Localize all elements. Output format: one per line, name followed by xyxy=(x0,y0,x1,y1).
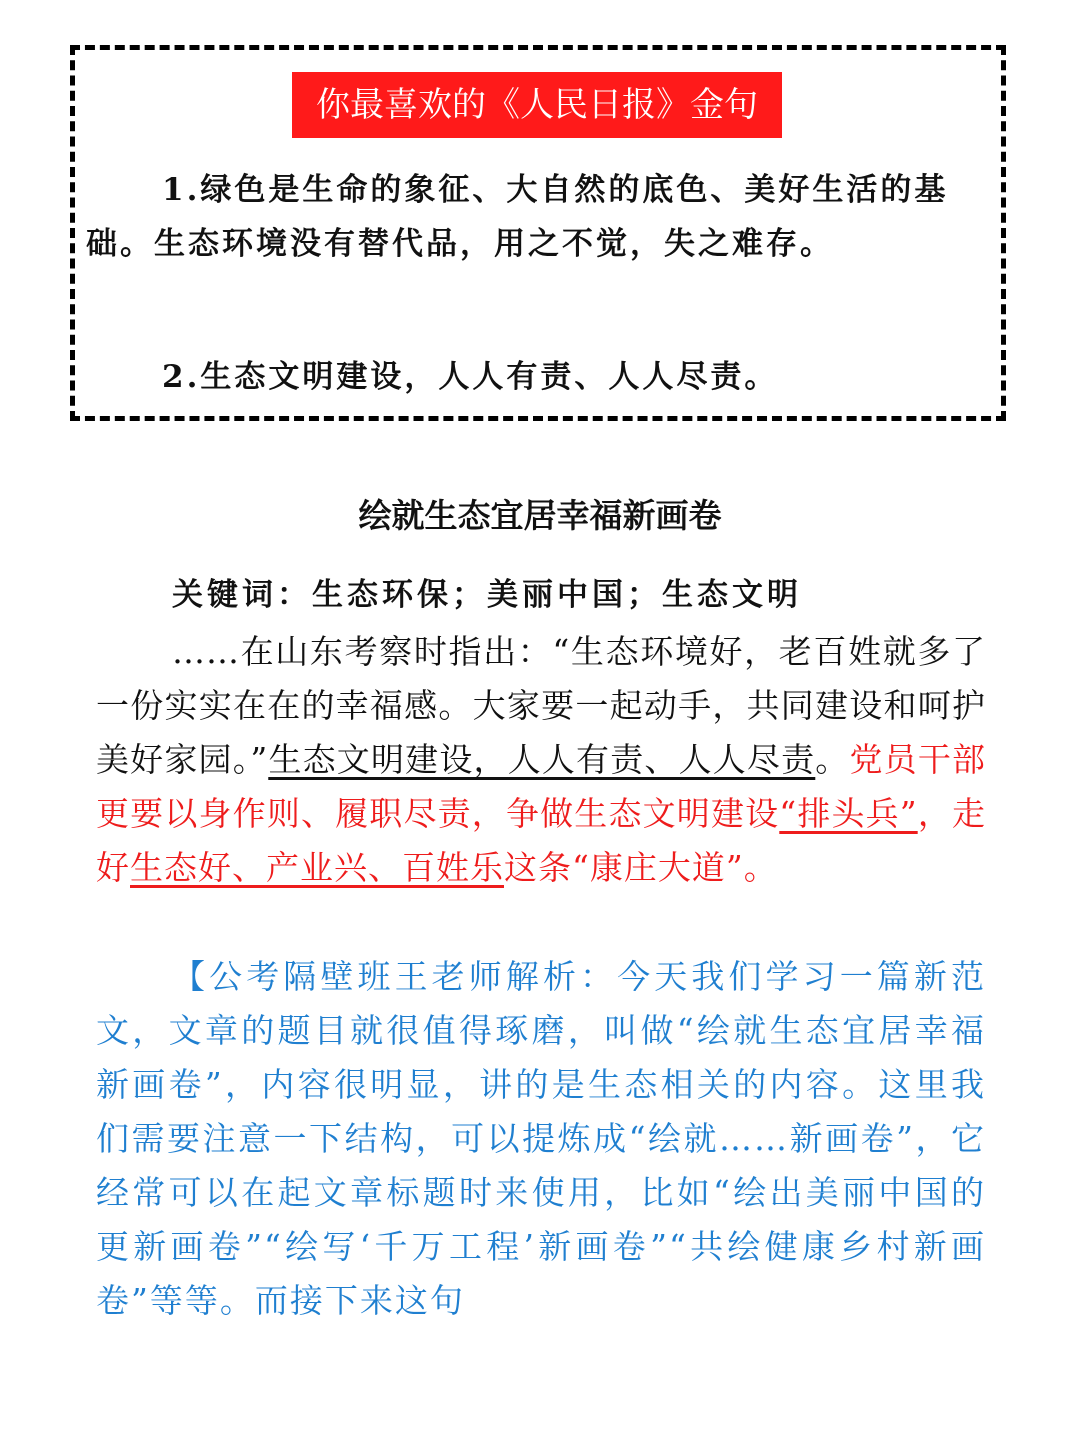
body-text-period: 。 xyxy=(815,740,850,779)
body-red-underlined-text-2: 生态好、产业兴、百姓乐 xyxy=(130,848,504,887)
article-keywords: 关键词：生态环保；美丽中国；生态文明 xyxy=(172,577,802,613)
body-red-text-3: 这条“康庄大道”。 xyxy=(504,848,778,887)
body-red-text-2: ，走好 xyxy=(96,794,987,887)
article-title: 绘就生态宜居幸福新画卷 xyxy=(358,496,722,535)
body-red-underlined-text: “排头兵” xyxy=(779,794,918,833)
quote-box-title: 你最喜欢的《人民日报》金句 xyxy=(292,72,782,138)
quote-item-2: 2.生态文明建设，人人有责、人人尽责。 xyxy=(162,359,779,395)
body-red-text: 党员干部更要以身作则、履职尽责，争做生态文明建设 xyxy=(96,740,987,833)
quote-item-1: 1.绿色是生命的象征、大自然的底色、美好生活的基础。生态环境没有替代品，用之不觉，失之难存。 xyxy=(86,172,949,262)
body-underlined-text: 生态文明建设，人人有责、人人尽责 xyxy=(268,740,816,779)
body-text: ……在山东考察时指出：“生态环境好，老百姓就多了一份实实在在的幸福感。大家要一起动手，共同建设和呵护美好家园。” xyxy=(96,632,986,779)
analysis-paragraph: 【公考隔壁班王老师解析：今天我们学习一篇新范文，文章的题目就很值得琢磨，叫做“绘就生态宜居幸福新画卷”，内容很明显，讲的是生态相关的内容。这里我们需要注意一下结构，可以提炼成“绘就……新画卷”，它经常可以在起文章标题时来使用，比如“绘出美丽中国的更新画卷”“绘写‘千万工程’新画卷”“共绘健康乡村新画卷”等等。而接下来这句 xyxy=(96,957,986,1320)
article-body-paragraph xyxy=(96,625,986,895)
